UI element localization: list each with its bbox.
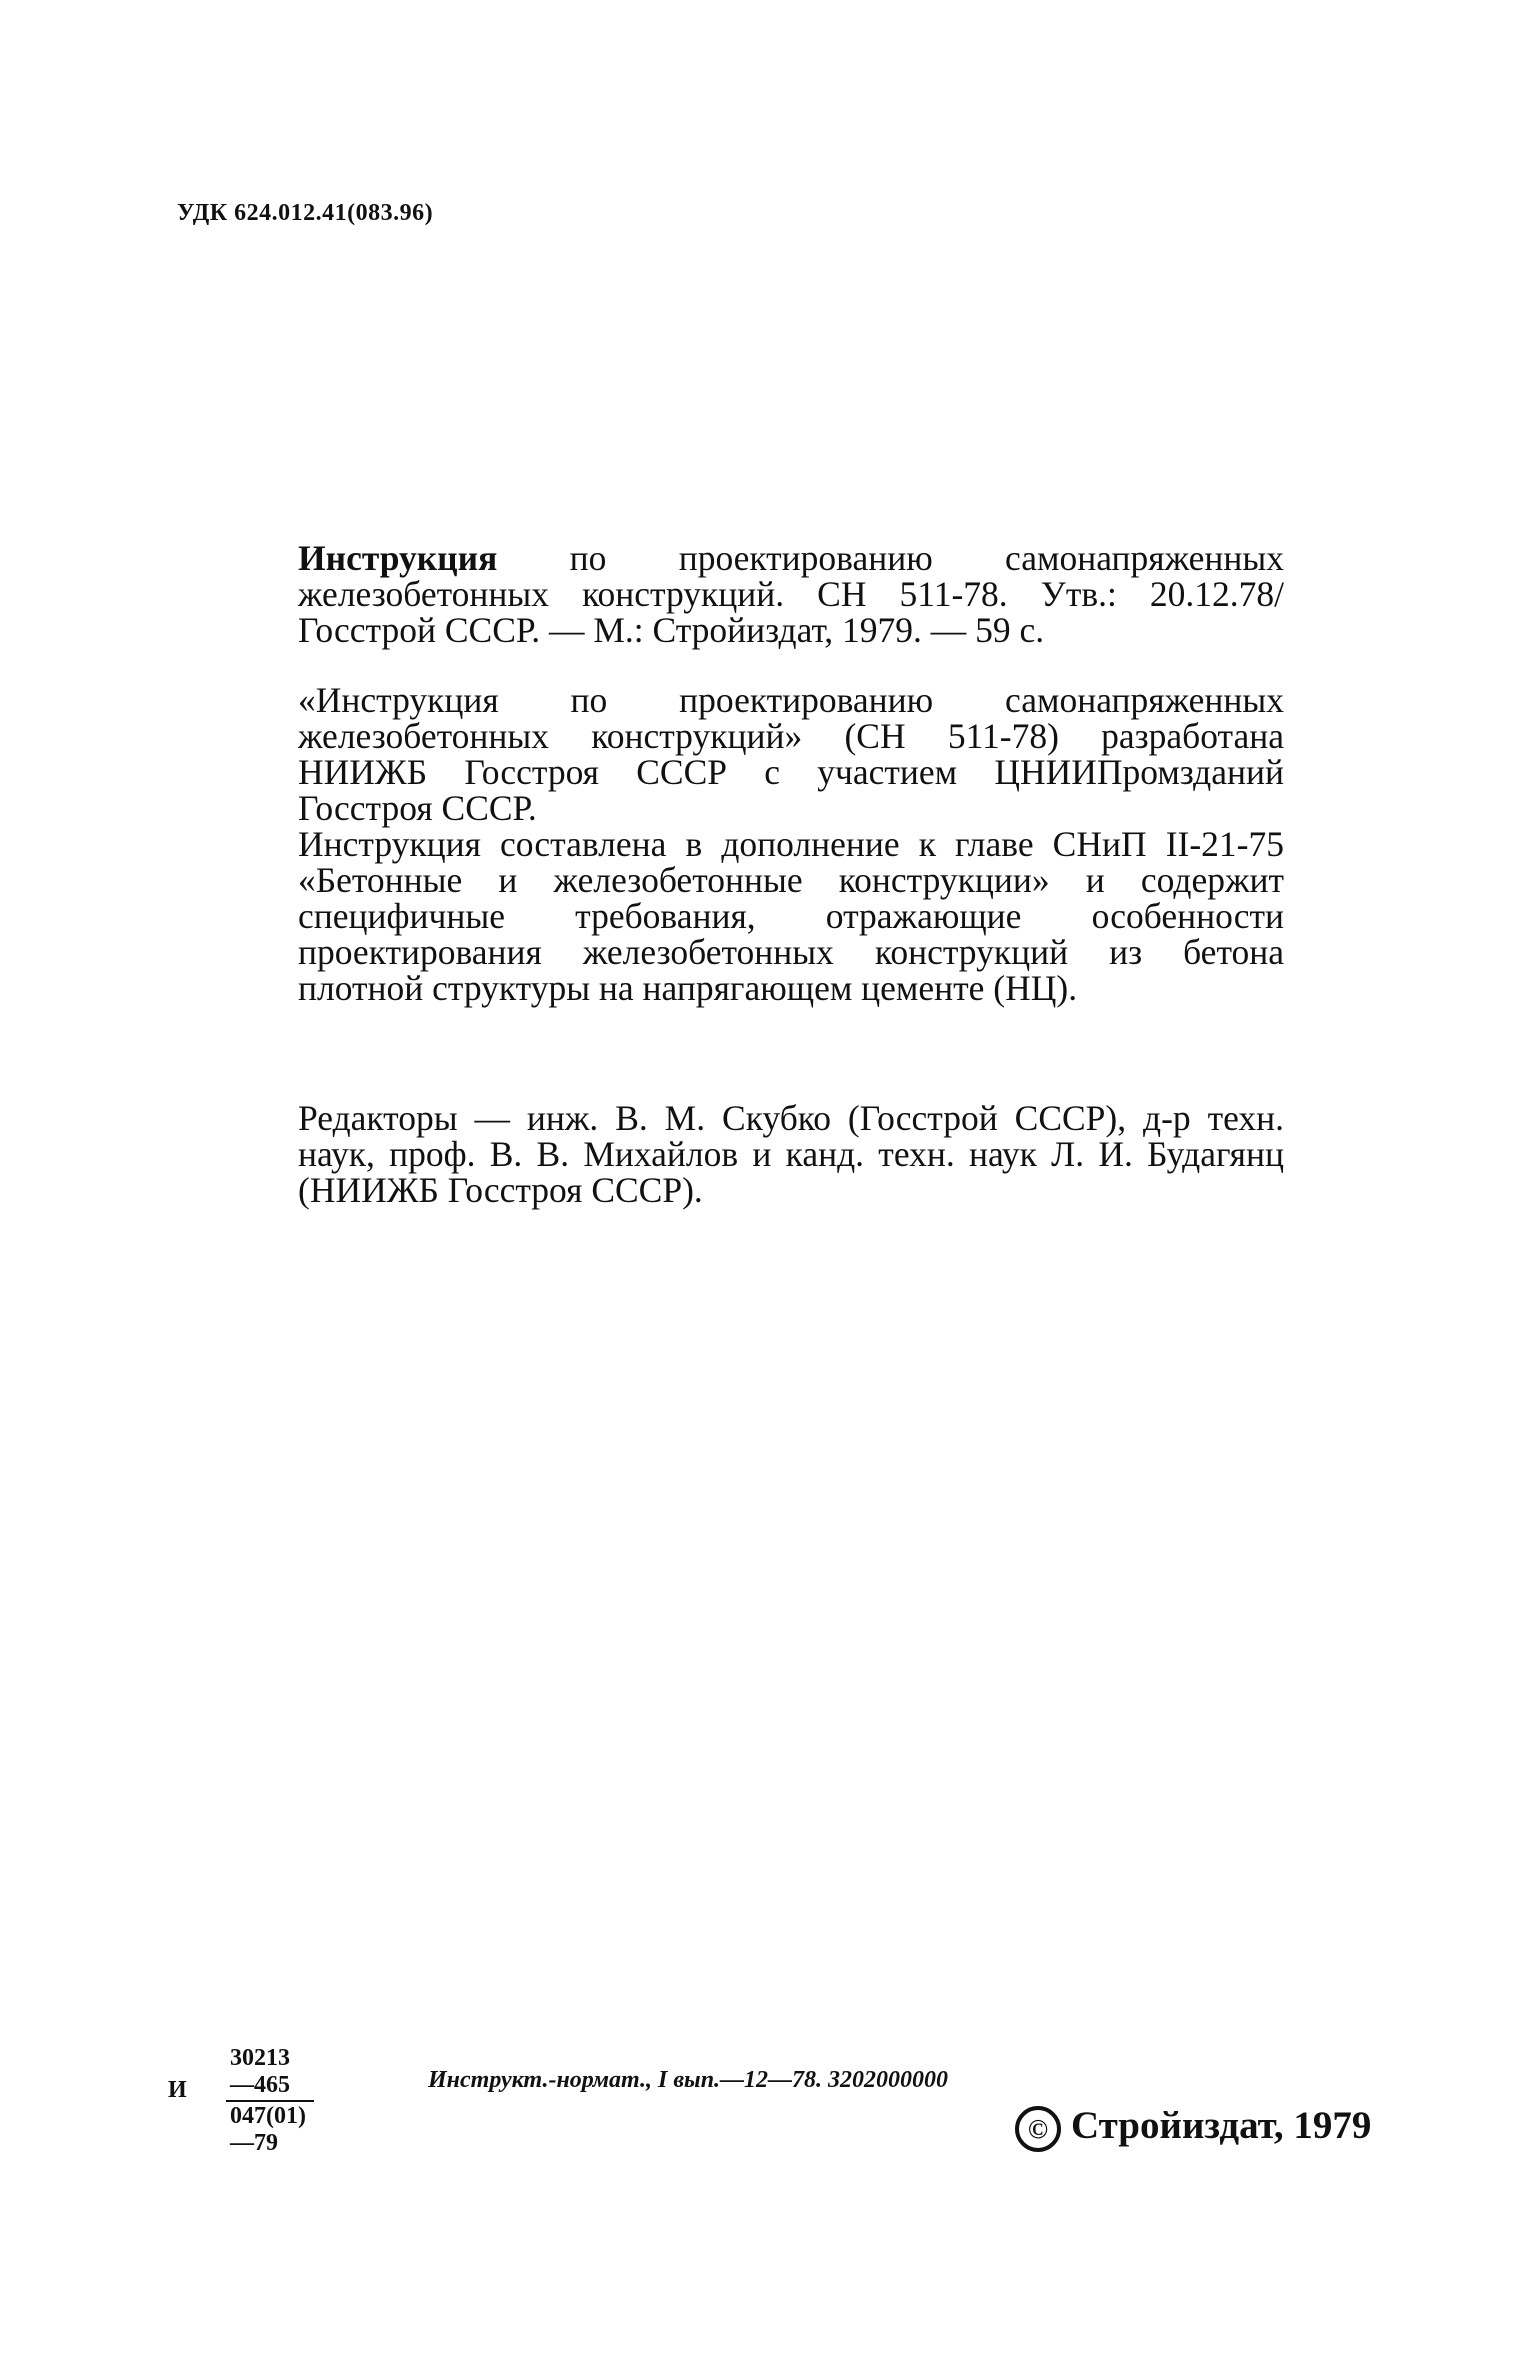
catalog-numerator: 30213—465 bbox=[226, 2045, 314, 2102]
editors-paragraph: Редакторы — инж. В. М. Скубко (Госстрой СССР), д-р техн. наук, проф. В. В. Михайлов и канд. техн. наук Л. И. Будагянц (НИИЖБ Госстроя СССР). bbox=[298, 1098, 1284, 1210]
udk-code: УДК 624.012.41(083.96) bbox=[177, 200, 434, 226]
bibliographic-details: по проектированию самонапряженных железобетонных конструкций. СН 511-78. Утв.: 20.12.78/Госстрой СССР. — М.: Стройиздат, 1979. — 59 с. bbox=[298, 538, 1284, 650]
bibliographic-title: Инструкция bbox=[298, 538, 498, 578]
editors-note bbox=[298, 1100, 1284, 1208]
catalog-letter: И bbox=[168, 2077, 187, 2103]
catalog-code: Инструкт.-нормат., I вып.—12—78. 3202000000 bbox=[428, 2067, 949, 2093]
copyright-text: Стройиздат, 1979 bbox=[1071, 2104, 1372, 2147]
abstract-paragraph-2: Инструкция составлена в дополнение к главе СНиП II-21-75 «Бетонные и железобетонные конструкции» и содержит специфичные требования, отражающие особенности проектирования железобетонных конструкций из бетона плотной структуры на напрягающем цементе (НЦ). bbox=[298, 824, 1284, 1008]
abstract bbox=[298, 682, 1284, 1006]
abstract-paragraph-1: «Инструкция по проектированию самонапряженных железобетонных конструкций» (СН 511-78) разработана НИИЖБ Госстроя СССР с участием ЦНИИПромзданий Госстроя СССР. bbox=[298, 680, 1284, 828]
copyright-icon: © bbox=[1015, 2106, 1061, 2152]
copyright-line bbox=[1015, 2103, 1371, 2152]
bibliographic-entry bbox=[298, 540, 1284, 648]
catalog-fraction bbox=[226, 2045, 314, 2157]
catalog-denominator: 047(01)—79 bbox=[230, 2103, 306, 2156]
bibliographic-paragraph bbox=[298, 540, 1284, 648]
